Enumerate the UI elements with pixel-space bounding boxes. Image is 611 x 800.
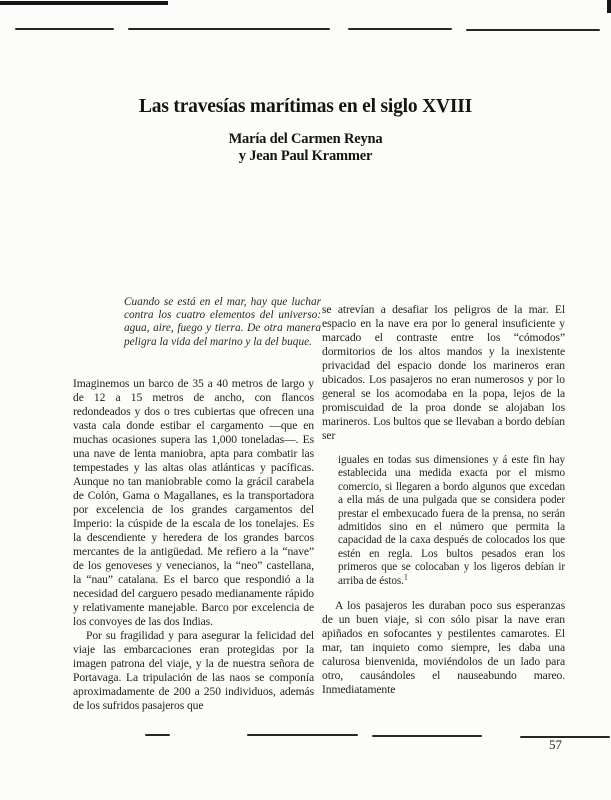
top-rule-segment [348, 28, 452, 30]
bottom-rule-segment [247, 734, 358, 736]
bottom-rule-segment [145, 734, 170, 736]
top-rule-segment [15, 28, 114, 30]
body-paragraph: A los pasajeros les duraban poco sus esperanzas de un buen viaje, si con sólo pisar la nave eran apiñados en sofocantes y pestilentes camarotes. El mar, tan inquieto como siempre, les daba una calurosa bienvenida, moviéndolos de un lado para otro, causándoles el nauseabundo mareo. Inmediatamente [322, 599, 565, 697]
authors-block [0, 131, 611, 165]
scan-artifact-right-corner [607, 0, 611, 13]
scan-artifact-top-edge [0, 1, 168, 5]
bottom-rule-segment [520, 736, 610, 738]
body-paragraph: Por su fragilidad y para asegurar la felicidad del viaje las embarcaciones eran protegidas por la imagen patrona del viaje, y la de nuestra señora de Portavaga. La tripulación de las naos se componía aproximadamente de 200 a 250 individuos, además de los sufridos pasajeros que [73, 629, 314, 712]
left-column [73, 377, 314, 713]
top-rule-segment [466, 29, 600, 31]
bottom-rule-segment [372, 735, 482, 737]
author-line: y Jean Paul Krammer [238, 148, 373, 164]
top-rule-segment [128, 28, 330, 30]
quote-text: iguales en todas sus dimensiones y á este fin hay establecida una medida exacta por el mismo comercio, si llegaren a bordo algunos que excedan a ella más de una pulgada que se considera poder prestar el embexucado fuera de la prensa, no serán admitidos sino en el número que permita la capacidad de la caxa después de colocados los que estén en regla. Los bultos pesados eran los primeros que se colocaban y los ligeros debían ir arriba de éstos. [338, 454, 565, 587]
right-column [322, 303, 565, 697]
article-title: Las travesías marítimas en el siglo XVIII [138, 96, 473, 118]
author-line: María del Carmen Reyna [228, 131, 383, 147]
body-paragraph: Imaginemos un barco de 35 a 40 metros de largo y de 12 a 15 metros de ancho, con flancos redondeados y dos o tres cubiertas que ofrecen una vasta cala donde estibar el cargamento —que en muchas ocasiones supera las 1,000 toneladas—. Es una nave de lenta maniobra, apta para combatir las tempestades y las altas olas atlánticas y pacíficas. Aunque no tan maniobrable como la grácil carabela de Colón, Gama o Magallanes, es la transportadora por excelencia de los grandes cargamentos del Imperio: la cúspide de la escala de los tonelajes. Es la descendiente y heredera de los grandes barcos mercantes de la antigüedad. Me refiero a la “nave” de los genoveses y venecianos, la “neo” castellana, la “nau” catalana. Es el barco que respondió a la necesidad del carguero pesado medianamente rápido y relativamente manejable. Barco por excelencia de los convoyes de las dos Indias. [73, 377, 314, 628]
body-paragraph: se atrevían a desafiar los peligros de la mar. El espacio en la nave era por lo general insuficiente y marcado el contraste entre los “cómodos” dormitorios de los altos mandos y la inexistente privacidad del espacio donde los marineros eran ubicados. Los pasajeros no eran numerosos y por lo general se los acomodaba en la popa, lejos de la promiscuidad de la proa donde se alojaban los marineros. Los bultos que se llevaban a bordo debían ser [322, 303, 565, 442]
page-number: 57 [549, 737, 562, 752]
epigraph: Cuando se está en el mar, hay que luchar contra los cuatro elementos del universo: agua, aire, fuego y tierra. De otra manera peligra la vida del marino y la del buque. [124, 296, 321, 348]
footnote-marker: 1 [403, 571, 408, 581]
block-quote [338, 454, 565, 588]
